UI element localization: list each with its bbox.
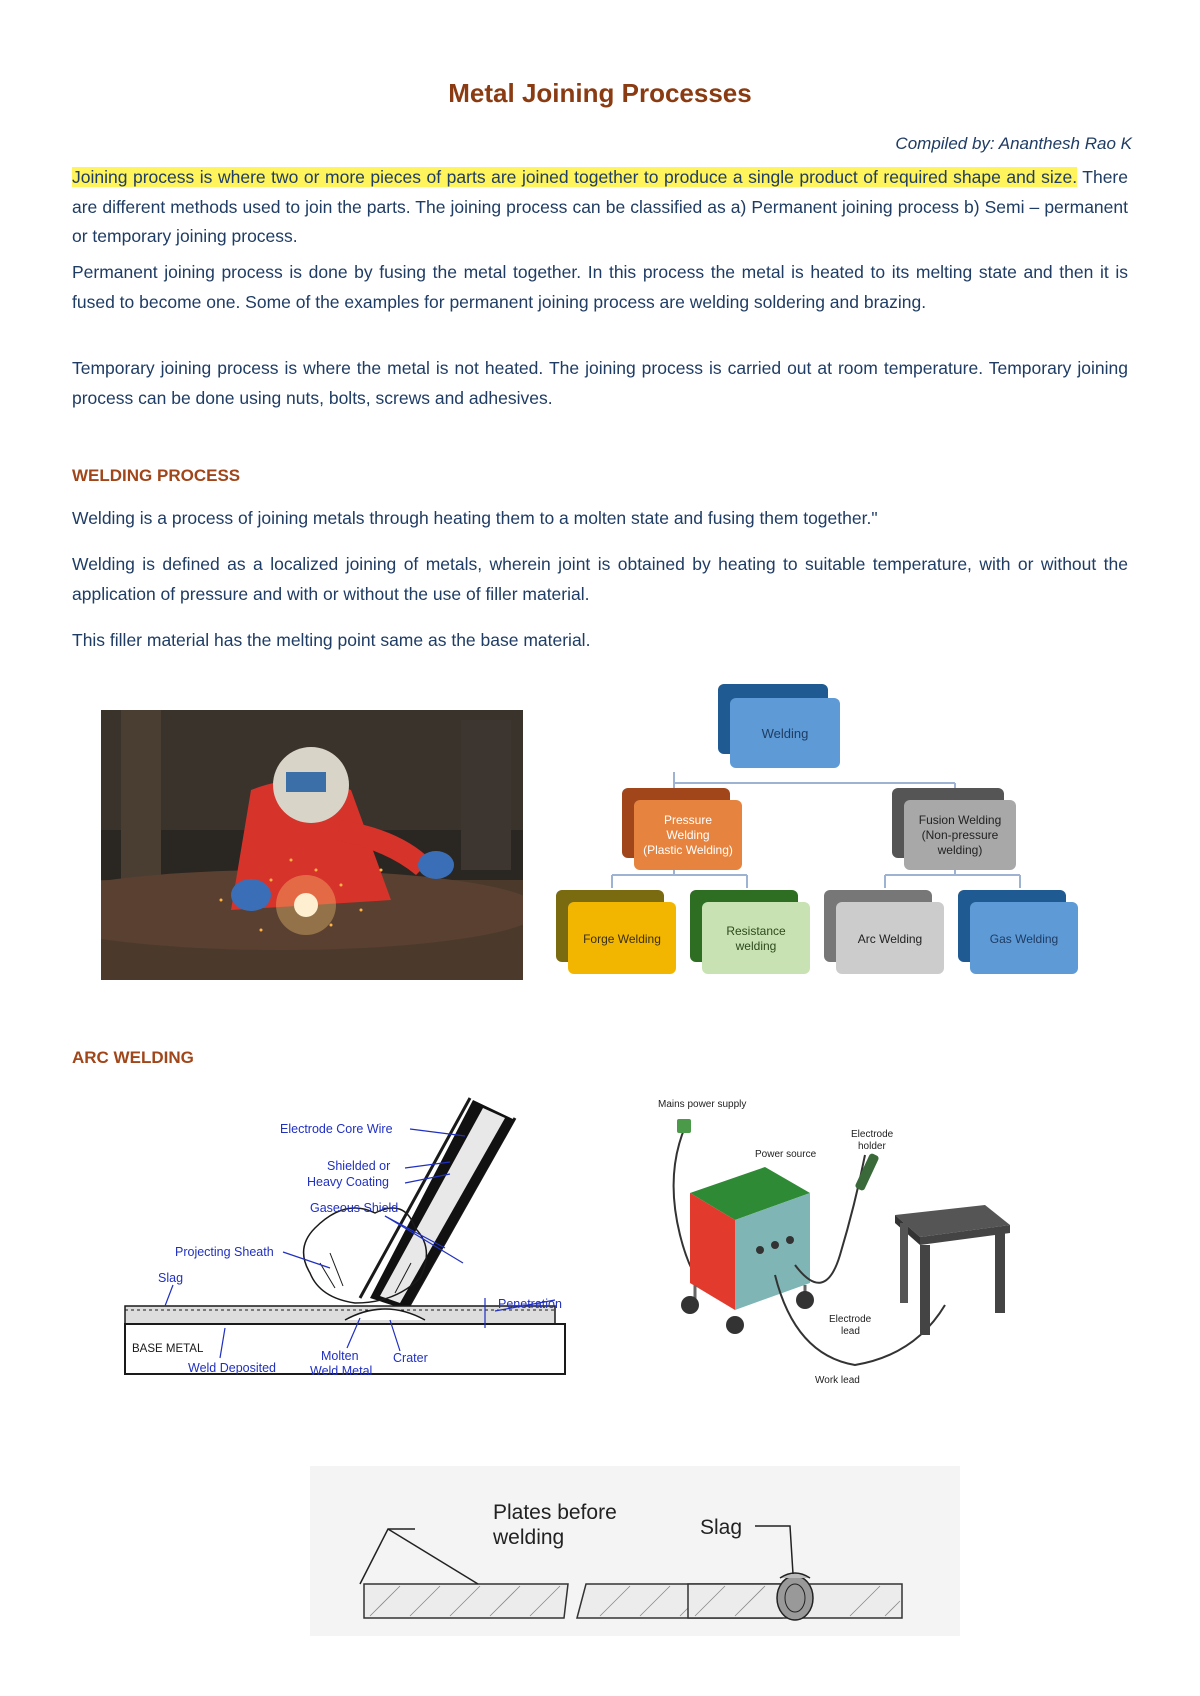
svg-text:Fusion Welding: Fusion Welding [918,813,1002,827]
author-credit: Compiled by: Ananthesh Rao K [895,134,1132,153]
label-slag-plate: Slag [700,1516,743,1539]
label-gaseous-shield: Gaseous Shield [310,1201,399,1215]
welding-classification-tree [550,680,1090,980]
label-molten-2: Weld Metal [310,1364,373,1378]
plates-welding-diagram [310,1466,960,1636]
svg-text:Resistance: Resistance [726,924,786,938]
label-penetration: Penetration [498,1297,562,1311]
welding-equipment-diagram [655,1095,1035,1390]
svg-text:Welding: Welding [666,828,710,842]
filler-paragraph: This filler material has the melting point same as the base material. [72,630,591,650]
label-lead-1: Electrode [829,1314,872,1325]
intro-paragraph [72,163,1128,252]
label-base-metal: BASE METAL [132,1343,204,1355]
label-shielded-2: Heavy Coating [307,1175,389,1189]
label-work-lead: Work lead [815,1375,860,1386]
label-projecting-sheath: Projecting Sheath [175,1245,274,1259]
label-weld-deposited: Weld Deposited [188,1361,277,1375]
svg-text:Arc Welding: Arc Welding [857,932,923,946]
label-plates-before-1: Plates before [493,1501,617,1524]
tree-node-forge-welding [556,890,676,974]
label-lead-2: lead [841,1326,860,1337]
label-holder-1: Electrode [851,1129,894,1140]
highlighted-definition: Joining process is where two or more pieces of parts are joined together to produce a single product of required shape and size. [72,167,1078,187]
label-holder-2: holder [858,1141,886,1152]
label-molten-1: Molten [321,1349,359,1363]
label-slag: Slag [158,1271,184,1285]
svg-text:(Non-pressure: (Non-pressure [921,828,999,842]
label-plates-before-2: welding [493,1526,565,1549]
arc-welding-diagram [115,1088,575,1388]
temporary-paragraph: Temporary joining process is where the metal is not heated. The joining process is carried out at room temperature. Temporary joining process can be done using nuts, bolts, screws and adhesives. [72,358,1128,408]
tree-node-welding [718,684,840,768]
label-crater: Crater [393,1351,428,1365]
svg-text:welding): welding) [937,843,983,857]
permanent-paragraph: Permanent joining process is done by fusing the metal together. In this process the metal is heated to its melting state and then it is fused to become one. Some of the examples for permanent joining process are welding soldering and brazing. [72,262,1128,312]
svg-text:Forge Welding: Forge Welding [583,932,661,946]
label-shielded-1: Shielded or [327,1159,391,1173]
svg-text:Welding: Welding [761,726,809,741]
svg-text:Pressure: Pressure [663,813,713,827]
welding-definition-1: Welding is a process of joining metals through heating them to a molten state and fusing them together." [72,508,878,528]
tree-node-gas-welding [958,890,1078,974]
svg-text:welding: welding [735,939,777,953]
svg-text:(Plastic Welding): (Plastic Welding) [643,843,733,857]
welder-photo [101,710,523,980]
svg-text:Gas Welding: Gas Welding [989,932,1059,946]
tree-node-fusion-welding [892,788,1016,870]
label-power-source: Power source [755,1149,817,1160]
label-mains: Mains power supply [658,1099,747,1110]
label-core-wire: Electrode Core Wire [280,1122,393,1136]
tree-node-pressure-welding [622,788,742,870]
intro-rest: There are different methods used to join the parts. The joining process can be classified as a) Permanent joining process b) Semi – permanent or temporary joining process. [72,167,1128,246]
page-title: Metal Joining Processes [448,78,752,108]
welding-process-heading: WELDING PROCESS [72,466,241,485]
welding-definition-2: Welding is defined as a localized joining of metals, wherein joint is obtained by heating to suitable temperature, with or without the application of pressure and with or without the use of filler material. [72,554,1128,604]
tree-node-arc-welding [824,890,944,974]
arc-welding-heading: ARC WELDING [72,1048,194,1067]
tree-node-resistance-welding [690,890,810,974]
